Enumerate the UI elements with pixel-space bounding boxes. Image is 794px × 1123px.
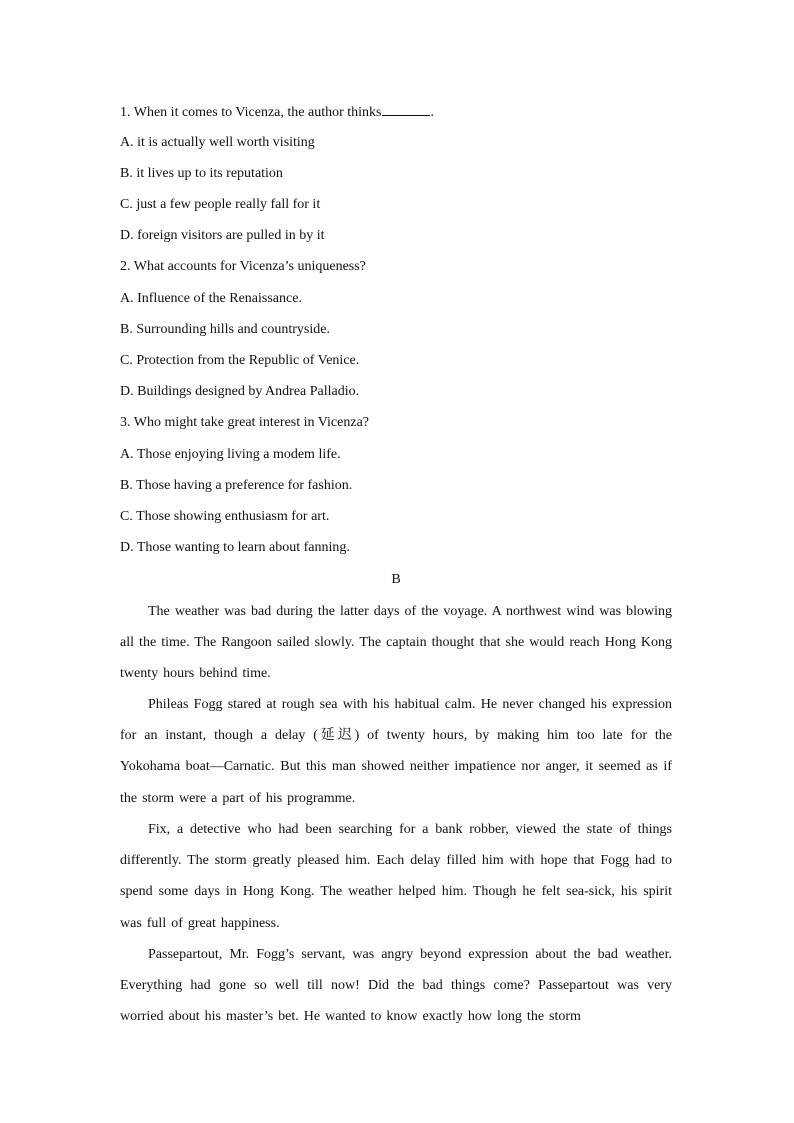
section-heading: B (391, 572, 401, 587)
question-2-option-c: C. Protection from the Republic of Venice. (120, 353, 360, 368)
question-2-option-b: B. Surrounding hills and countryside. (120, 322, 330, 337)
question-1-stem (120, 103, 434, 122)
question-1-option-d: D. foreign visitors are pulled in by it (120, 228, 325, 243)
question-3-option-d: D. Those wanting to learn about fanning. (120, 540, 350, 555)
question-1-text: 1. When it comes to Vicenza, the author thinks (120, 105, 382, 120)
question-3-stem: 3. Who might take great interest in Vicenza? (120, 415, 369, 430)
question-2-option-d: D. Buildings designed by Andrea Palladio. (120, 384, 360, 399)
passage-paragraph-4: Passepartout, Mr. Fogg’s servant, was angry beyond expression about the bad weather. Everything had gone so well till now! Did the bad things come? Passepartout was very worried about his master’s bet. He wanted to know exactly how long the storm (120, 947, 672, 1025)
question-3-option-c: C. Those showing enthusiasm for art. (120, 509, 330, 524)
passage-paragraph-1: The weather was bad during the latter days of the voyage. A northwest wind was blowing all the time. The Rangoon sailed slowly. The captain thought that she would reach Hong Kong twenty hours behind time. (120, 604, 672, 682)
question-1-option-c: C. just a few people really fall for it (120, 197, 321, 212)
passage-paragraph-2: Phileas Fogg stared at rough sea with his habitual calm. He never changed his expression for an instant, though a delay (延迟) of twenty hours, by making him too late for the Yokohama boat—Carnatic. But this man showed neither impatience nor anger, it seemed as if the storm were a part of his programme. (120, 697, 672, 806)
question-2-stem: 2. What accounts for Vicenza’s uniqueness? (120, 259, 366, 274)
answer-blank (382, 103, 430, 116)
question-1-option-a: A. it is actually well worth visiting (120, 135, 315, 150)
question-3-option-b: B. Those having a preference for fashion. (120, 478, 353, 493)
question-1-option-b: B. it lives up to its reputation (120, 166, 283, 181)
question-2-option-a: A. Influence of the Renaissance. (120, 291, 302, 306)
question-3-option-a: A. Those enjoying living a modem life. (120, 447, 341, 462)
passage-paragraph-3: Fix, a detective who had been searching for a bank robber, viewed the state of things differently. The storm greatly pleased him. Each delay filled him with hope that Fogg had to spend some days in Hong Kong. The weather helped him. Though he felt sea-sick, his spirit was full of great happiness. (120, 822, 672, 931)
question-1-end: . (430, 105, 434, 120)
